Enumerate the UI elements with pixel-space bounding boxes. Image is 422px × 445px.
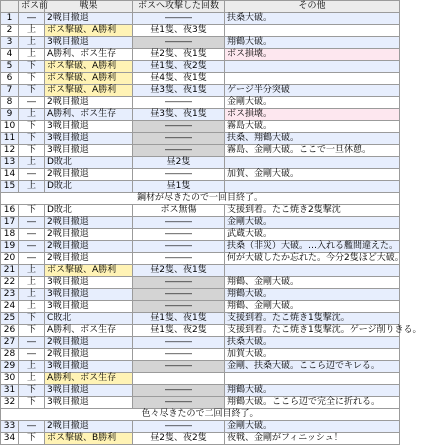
note-cell <box>225 265 400 277</box>
row-number: 21 <box>1 265 19 277</box>
boss-route: ― <box>19 217 45 229</box>
attack-count-cell: ――― <box>133 145 225 157</box>
separator-text: 色々尽きたので二回目終了。 <box>1 409 400 421</box>
result-cell: 2戦目撤退 <box>45 217 133 229</box>
attack-count-cell: 昼1隻、夜1隻 <box>133 313 225 325</box>
table-row <box>1 265 400 277</box>
note-cell: 翔鶴大破。 <box>225 385 400 397</box>
attack-count-cell: ――― <box>133 397 225 409</box>
row-number: 29 <box>1 361 19 373</box>
boss-route: 上 <box>19 157 45 169</box>
note-cell: 金剛大破。 <box>225 217 400 229</box>
note-cell: 金剛、扶桑大破。ここら辺でキレる。 <box>225 361 400 373</box>
note-cell: 扶桑、翔鶴大破。 <box>225 133 400 145</box>
table-row <box>1 397 400 409</box>
row-number: 4 <box>1 49 19 61</box>
note-cell: 扶桑（非災）大破。…入れる艦間違えた。 <box>225 241 400 253</box>
table-row <box>1 121 400 133</box>
boss-route: 上 <box>19 301 45 313</box>
result-cell: 2戦目撤退 <box>45 13 133 25</box>
note-cell: ボス損壊。 <box>225 109 400 121</box>
attack-count-cell: 昼2隻、夜1隻 <box>133 49 225 61</box>
attack-count-cell: 昼2隻、夜1隻 <box>133 265 225 277</box>
note-cell: 夜戦、金剛がフィニッシュ！ <box>225 433 400 445</box>
boss-route: 上 <box>19 265 45 277</box>
boss-route: 上 <box>19 49 45 61</box>
attack-count-cell: ――― <box>133 133 225 145</box>
attack-count-cell: 昼2隻 <box>133 157 225 169</box>
result-cell: 2戦目撤退 <box>45 337 133 349</box>
boss-route: ― <box>19 253 45 265</box>
note-cell: 支援到着。たこ焼き1隻撃沈。 <box>225 313 400 325</box>
row-number: 20 <box>1 253 19 265</box>
boss-route: 下 <box>19 145 45 157</box>
result-cell: ボス撃破、B勝利 <box>45 433 133 445</box>
attack-count-cell: ――― <box>133 229 225 241</box>
table-row <box>1 217 400 229</box>
row-number: 17 <box>1 217 19 229</box>
attack-count-cell: 昼1隻 <box>133 181 225 193</box>
boss-route: ― <box>19 97 45 109</box>
attack-count-cell: 昼3隻、夜1隻 <box>133 109 225 121</box>
note-cell: 加賀大破。 <box>225 349 400 361</box>
result-cell: C敗北 <box>45 313 133 325</box>
header-row <box>1 1 400 13</box>
attack-count-cell: ――― <box>133 169 225 181</box>
row-number: 8 <box>1 97 19 109</box>
row-number: 16 <box>1 205 19 217</box>
result-cell: 2戦目撤退 <box>45 97 133 109</box>
row-number: 2 <box>1 25 19 37</box>
row-number: 10 <box>1 121 19 133</box>
table-row <box>1 325 400 337</box>
attack-count-cell: ――― <box>133 385 225 397</box>
header-note: その他 <box>225 1 400 13</box>
table-row <box>1 73 400 85</box>
note-cell: 翔鶴、金剛大破。 <box>225 277 400 289</box>
table-row <box>1 421 400 433</box>
note-cell: ボス損壊。 <box>225 49 400 61</box>
result-cell: 3戦目撤退 <box>45 301 133 313</box>
table-row <box>1 229 400 241</box>
boss-route: ― <box>19 421 45 433</box>
row-number: 11 <box>1 133 19 145</box>
boss-route: 上 <box>19 277 45 289</box>
result-cell: 2戦目撤退 <box>45 229 133 241</box>
row-number: 22 <box>1 277 19 289</box>
table-row <box>1 157 400 169</box>
separator-text: 鋼材が尽きたので一回目終了。 <box>1 193 400 205</box>
result-cell: 2戦目撤退 <box>45 241 133 253</box>
result-cell: A勝利、ボス生存 <box>45 373 133 385</box>
row-number: 31 <box>1 385 19 397</box>
result-cell: 3戦目撤退 <box>45 133 133 145</box>
boss-route: 下 <box>19 385 45 397</box>
row-number: 23 <box>1 289 19 301</box>
result-cell: 3戦目撤退 <box>45 289 133 301</box>
table-row <box>1 169 400 181</box>
note-cell: 金剛大破。 <box>225 97 400 109</box>
row-number: 25 <box>1 313 19 325</box>
attack-count-cell: 昼3隻、夜1隻 <box>133 85 225 97</box>
note-cell <box>225 181 400 193</box>
row-number: 32 <box>1 397 19 409</box>
note-cell: 霧島、金剛大破。ここで一旦休憩。 <box>225 145 400 157</box>
row-number: 34 <box>1 433 19 445</box>
table-row <box>1 61 400 73</box>
attack-count-cell: ――― <box>133 253 225 265</box>
boss-route: 上 <box>19 361 45 373</box>
boss-route: 上 <box>19 289 45 301</box>
attack-count-cell: ――― <box>133 349 225 361</box>
note-cell <box>225 373 400 385</box>
table-row <box>1 205 400 217</box>
header-result: 戦果 <box>45 1 133 13</box>
result-cell: 2戦目撤退 <box>45 169 133 181</box>
attack-count-cell: ――― <box>133 241 225 253</box>
note-cell: 金剛大破。 <box>225 421 400 433</box>
attack-count-cell: 昼1隻、夜2隻 <box>133 325 225 337</box>
boss-route: 下 <box>19 433 45 445</box>
note-cell: ゲージ半分突破 <box>225 85 400 97</box>
section-separator <box>1 409 400 421</box>
note-cell: 霧島大破。 <box>225 121 400 133</box>
boss-route: ― <box>19 13 45 25</box>
boss-route: 下 <box>19 397 45 409</box>
header-boss-before: ボス前 <box>19 1 45 13</box>
result-cell: 3戦目撤退 <box>45 397 133 409</box>
result-cell: A勝利、ボス生存 <box>45 109 133 121</box>
note-cell: 何が大破したか忘れた。今分2隻ほど大破。 <box>225 253 400 265</box>
section-separator <box>1 193 400 205</box>
table-row <box>1 373 400 385</box>
boss-route: 上 <box>19 109 45 121</box>
row-number: 26 <box>1 325 19 337</box>
result-cell: ボス撃破、A勝利 <box>45 73 133 85</box>
boss-route: 下 <box>19 85 45 97</box>
boss-route: 上 <box>19 25 45 37</box>
result-cell: A勝利、ボス生存 <box>45 325 133 337</box>
table-row <box>1 337 400 349</box>
table-row <box>1 181 400 193</box>
note-cell: 扶桑大破。 <box>225 337 400 349</box>
boss-route: 上 <box>19 37 45 49</box>
result-cell: D敗北 <box>45 205 133 217</box>
table-row <box>1 385 400 397</box>
result-cell: D敗北 <box>45 157 133 169</box>
row-number: 19 <box>1 241 19 253</box>
row-number: 24 <box>1 301 19 313</box>
note-cell: 加賀、金剛大破。 <box>225 169 400 181</box>
row-number: 33 <box>1 421 19 433</box>
result-cell: ボス撃破、A勝利 <box>45 265 133 277</box>
attack-count-cell: ――― <box>133 97 225 109</box>
note-cell <box>225 73 400 85</box>
table-row <box>1 289 400 301</box>
row-number: 12 <box>1 145 19 157</box>
result-cell: 2戦目撤退 <box>45 421 133 433</box>
attack-count-cell: 昼2隻、夜2隻 <box>133 433 225 445</box>
note-cell <box>225 25 400 37</box>
attack-count-cell: ――― <box>133 421 225 433</box>
boss-route: ― <box>19 337 45 349</box>
attack-count-cell <box>133 373 225 385</box>
boss-route: 下 <box>19 325 45 337</box>
result-cell: 2戦目撤退 <box>45 349 133 361</box>
table-row <box>1 433 400 445</box>
attack-count-cell: 昼1隻、夜3隻 <box>133 25 225 37</box>
attack-count-cell: ――― <box>133 277 225 289</box>
result-cell: ボス撃破、A勝利 <box>45 25 133 37</box>
result-cell: ボス撃破、A勝利 <box>45 61 133 73</box>
header-attack-count: ボスへ攻撃した回数 <box>133 1 225 13</box>
result-cell: 3戦目撤退 <box>45 37 133 49</box>
table-body <box>1 13 422 445</box>
attack-count-cell: ――― <box>133 13 225 25</box>
result-cell: 3戦目撤退 <box>45 121 133 133</box>
row-number: 7 <box>1 85 19 97</box>
attack-count-cell: ――― <box>133 301 225 313</box>
attack-count-cell: ――― <box>133 337 225 349</box>
note-cell: 支援到着。たこ焼き2隻撃沈 <box>225 205 400 217</box>
row-number: 18 <box>1 229 19 241</box>
result-cell: D敗北 <box>45 181 133 193</box>
attack-count-cell: ――― <box>133 289 225 301</box>
note-cell: 扶桑大破。 <box>225 13 400 25</box>
boss-route: ― <box>19 229 45 241</box>
row-number: 15 <box>1 181 19 193</box>
boss-route: 下 <box>19 73 45 85</box>
note-cell: 支援到着。たこ焼き1隻撃沈。ゲージ削りきる。 <box>225 325 400 337</box>
attack-count-cell: 昼4隻、夜1隻 <box>133 73 225 85</box>
result-cell: 3戦目撤退 <box>45 145 133 157</box>
boss-route: 下 <box>19 205 45 217</box>
note-cell <box>225 157 400 169</box>
table-row <box>1 97 400 109</box>
table-row <box>1 109 400 121</box>
row-number: 14 <box>1 169 19 181</box>
boss-route: 下 <box>19 121 45 133</box>
table-row <box>1 85 400 97</box>
attack-count-cell: ――― <box>133 217 225 229</box>
boss-route: ― <box>19 241 45 253</box>
boss-route: 下 <box>19 61 45 73</box>
note-cell: 翔鶴大破。 <box>225 37 400 49</box>
attack-count-cell: 昼1隻、夜2隻 <box>133 61 225 73</box>
row-number: 3 <box>1 37 19 49</box>
row-number: 30 <box>1 373 19 385</box>
attack-count-cell: ――― <box>133 121 225 133</box>
row-number: 13 <box>1 157 19 169</box>
table-row <box>1 301 400 313</box>
table-row <box>1 13 400 25</box>
table-row <box>1 253 400 265</box>
row-number: 1 <box>1 13 19 25</box>
row-number: 6 <box>1 73 19 85</box>
note-cell <box>225 61 400 73</box>
boss-route: 下 <box>19 133 45 145</box>
header-num <box>1 1 19 13</box>
row-number: 28 <box>1 349 19 361</box>
boss-route: 下 <box>19 313 45 325</box>
table-row <box>1 349 400 361</box>
boss-route: 上 <box>19 181 45 193</box>
table-row <box>1 313 400 325</box>
attack-count-cell: ――― <box>133 361 225 373</box>
result-cell: 3戦目撤退 <box>45 385 133 397</box>
result-cell: A勝利、ボス生存 <box>45 49 133 61</box>
table-row <box>1 133 400 145</box>
boss-route: ― <box>19 169 45 181</box>
row-number: 5 <box>1 61 19 73</box>
table-row <box>1 145 400 157</box>
result-cell: ボス撃破、A勝利 <box>45 85 133 97</box>
table-row <box>1 241 400 253</box>
boss-route: 上 <box>19 373 45 385</box>
row-number: 9 <box>1 109 19 121</box>
table-row <box>1 49 400 61</box>
table-row <box>1 37 400 49</box>
result-cell: 3戦目撤退 <box>45 277 133 289</box>
row-number: 27 <box>1 337 19 349</box>
result-cell: 2戦目撤退 <box>45 253 133 265</box>
note-cell: 翔鶴、金剛大破。 <box>225 301 400 313</box>
table-row <box>1 25 400 37</box>
table-row <box>1 361 400 373</box>
result-cell: 3戦目撤退 <box>45 361 133 373</box>
attack-count-cell: ――― <box>133 37 225 49</box>
table-row <box>1 277 400 289</box>
attack-count-cell: ボス無傷 <box>133 205 225 217</box>
note-cell: 翔鶴大破。ここら辺で完全に折れる。 <box>225 397 400 409</box>
note-cell: 武蔵大破。 <box>225 229 400 241</box>
note-cell: 翔鶴大破。 <box>225 289 400 301</box>
boss-route: ― <box>19 349 45 361</box>
